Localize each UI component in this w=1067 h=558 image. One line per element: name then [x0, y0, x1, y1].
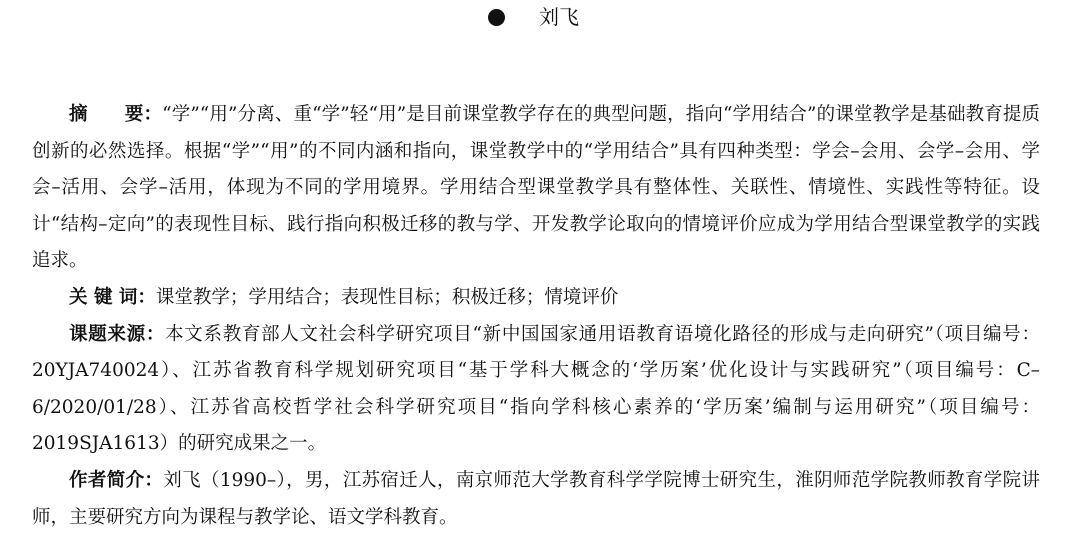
funding-text: 本文系教育部人文社会科学研究项目“新中国国家通用语教育语境化路径的形成与走向研究”（项目编号：20YJA740024）、江苏省教育科学规划研究项目“基于学科大概念的‘学历案’优化设计与实践研究”（项目编号：C–6/2020/01/28）、江苏省高校哲学社会科学研究项目“指向学科核心素养的‘学历案’编制与运用研究”（项目编号：2019SJA1613）的研究成果之一。 [32, 323, 1040, 455]
author-bio-label: 作者简介： [69, 469, 164, 491]
abstract-paragraph [32, 97, 1040, 280]
abstract-text: “学”“用”分离、重“学”轻“用”是目前课堂教学存在的典型问题，指向“学用结合”的课堂教学是基础教育提质创新的必然选择。根据“学”“用”的不同内涵和指向，课堂教学中的“学用结合”具有四种类型：学会–会用、会学–会用、学会–活用、会学–活用，体现为不同的学用境界。学用结合型课堂教学具有整体性、关联性、情境性、实践性等特征。设计“结构–定向”的表现性目标、践行指向积极迁移的教与学、开发教学论取向的情境评价应成为学用结合型课堂教学的实践追求。 [32, 104, 1040, 272]
funding-paragraph [32, 317, 1040, 463]
author-bio-text: 刘飞（1990–），男，江苏宿迁人，南京师范大学教育科学学院博士研究生，淮阴师范学院教师教育学院讲师，主要研究方向为课程与教学论、语文学科教育。 [32, 469, 1040, 528]
funding-label: 课题来源： [69, 323, 166, 345]
author-bio-paragraph [32, 463, 1040, 536]
keywords-text: 课堂教学；学用结合；表现性目标；积极迁移；情境评价 [155, 286, 619, 308]
keywords-paragraph [32, 280, 1040, 317]
keywords-label: 关 键 词： [69, 286, 156, 308]
author-line [0, 4, 1067, 30]
bullet-icon [488, 9, 505, 26]
article-front-matter [32, 97, 1040, 536]
abstract-label: 摘 要： [69, 104, 163, 125]
author-name: 刘飞 [539, 5, 579, 29]
